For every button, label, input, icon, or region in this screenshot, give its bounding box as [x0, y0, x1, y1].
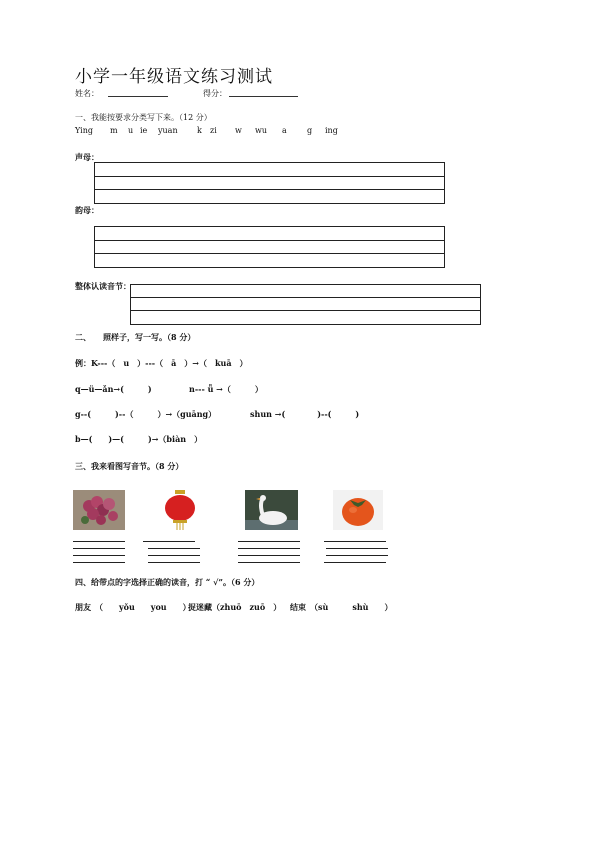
letter: g — [307, 126, 313, 135]
persimmon-picture — [333, 490, 383, 530]
letter: wu — [255, 126, 267, 135]
section2-heading: 二、 照样子，写一写。（8 分） — [75, 332, 196, 342]
question-q2[interactable]: n--- ǚ →（ ） — [189, 384, 263, 394]
question-q3[interactable]: g--( )--（ ）→（guāng） — [75, 409, 217, 419]
letter: ie — [140, 126, 148, 135]
page-title: 小学一年级语文练习测试 — [75, 67, 273, 87]
question-q1[interactable]: q—ü—ǎn→( ) — [75, 384, 152, 394]
answer-line[interactable] — [324, 541, 386, 542]
answer-line[interactable] — [73, 548, 125, 549]
grapes-picture — [73, 490, 125, 530]
name-blank[interactable] — [108, 96, 168, 97]
score-label: 得分： — [203, 89, 227, 98]
section1-heading: 一、我能按要求分类写下来。（12 分） — [75, 113, 212, 122]
section4-heading: 四、给带点的字选择正确的读音，打 “ √”。（6 分） — [75, 577, 260, 587]
answer-line[interactable] — [73, 562, 125, 563]
question-q5[interactable]: b—( )—( )→（biàn ） — [75, 434, 203, 444]
letter: w — [235, 126, 242, 135]
lantern-picture — [163, 490, 197, 530]
answer-line[interactable] — [238, 555, 300, 556]
answer-line[interactable] — [238, 541, 300, 542]
answer-line[interactable] — [326, 548, 388, 549]
yunmu-label: 韵母： — [75, 205, 99, 215]
yunmu-writing-grid[interactable] — [94, 226, 445, 268]
question-q4[interactable]: shun →( )--( ) — [250, 409, 360, 419]
answer-line[interactable] — [324, 562, 386, 563]
letter: Ying — [75, 126, 93, 135]
shengmu-writing-grid[interactable] — [94, 162, 445, 204]
letter: a — [282, 126, 287, 135]
answer-line[interactable] — [143, 541, 195, 542]
answer-line[interactable] — [148, 548, 200, 549]
letter: k — [197, 126, 202, 135]
goose-picture — [245, 490, 298, 530]
answer-line[interactable] — [238, 548, 300, 549]
answer-line[interactable] — [73, 555, 125, 556]
letter: m — [110, 126, 118, 135]
score-blank[interactable] — [229, 96, 298, 97]
answer-line[interactable] — [238, 562, 300, 563]
choice-item2[interactable]: 捉迷藏（zhuō zuō ） — [188, 602, 282, 612]
choice-item1[interactable]: 朋友 （ yǒu you ） — [75, 602, 191, 612]
letter: ing — [325, 126, 338, 135]
letter: yuan — [158, 126, 178, 135]
answer-line[interactable] — [73, 541, 125, 542]
answer-line[interactable] — [148, 555, 200, 556]
name-label: 姓名： — [75, 89, 99, 98]
choice-item3[interactable]: 结束 （sù shù ） — [290, 602, 393, 612]
letter: zi — [210, 126, 217, 135]
zhengti-writing-grid[interactable] — [130, 284, 481, 325]
example-line: 例：K---（ u ）---（ ā ）→（ kuā ） — [75, 358, 248, 368]
answer-line[interactable] — [326, 555, 388, 556]
zhengti-label: 整体认读音节： — [75, 281, 131, 291]
answer-line[interactable] — [148, 562, 200, 563]
shengmu-label: 声母： — [75, 152, 99, 162]
section3-heading: 三、我来看图写音节。（8 分） — [75, 461, 184, 471]
letter: u — [128, 126, 134, 135]
